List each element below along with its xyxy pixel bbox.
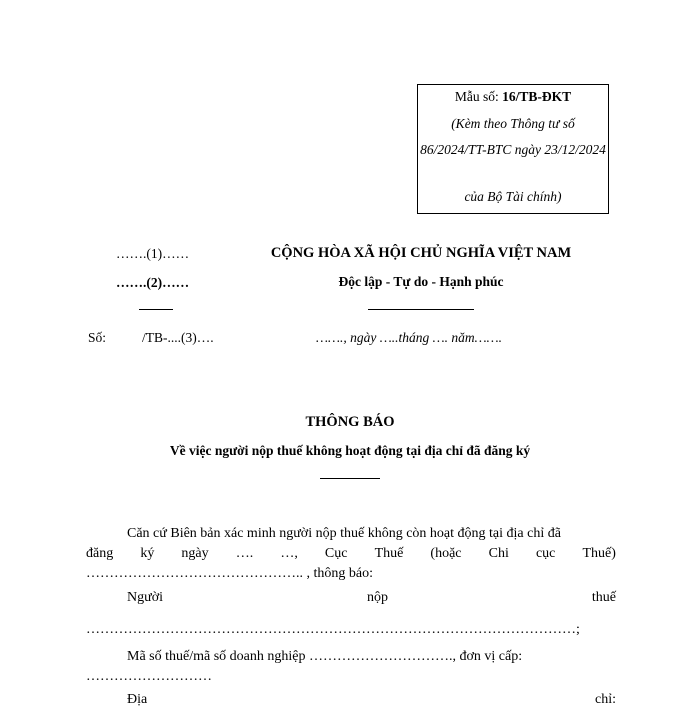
word: Cục	[324, 546, 348, 561]
para2-line1	[127, 590, 616, 606]
para1-line3: ……………………………………….. , thông báo:	[86, 566, 373, 581]
para3-text: Mã số thuế/mã số doanh nghiệp …………………………., đơn vị cấp:	[127, 649, 523, 664]
motto-underline	[368, 309, 474, 310]
nation-title: CỘNG HÒA XÃ HỘI CHỦ NGHĨA VIỆT NAM	[270, 245, 572, 261]
para3-line2: ………………………	[86, 669, 212, 684]
word: nộp	[366, 590, 388, 605]
para4-line1	[127, 692, 616, 708]
word: đăng	[86, 546, 114, 561]
doc-number-value: /TB-....(3)….	[142, 330, 214, 345]
org-underline	[139, 309, 173, 310]
word: thuế	[591, 590, 616, 605]
title-underline	[320, 478, 380, 479]
word: Chi	[488, 546, 509, 561]
form-ministry-line: của Bộ Tài chính)	[464, 189, 562, 204]
para2-line2: ……………………………………………………………………………………………;	[86, 622, 580, 637]
para1-line1: Căn cứ Biên bản xác minh người nộp thuế không còn hoạt động tại địa chỉ đã	[127, 526, 561, 541]
form-code-line	[418, 89, 608, 105]
word: Thuế)	[582, 546, 616, 561]
doc-title: THÔNG BÁO	[305, 414, 395, 430]
doc-subtitle: Về việc người nộp thuế không hoạt động tại địa chỉ đã đăng ký	[169, 443, 531, 458]
word: (hoặc	[430, 546, 462, 561]
word: ký	[140, 546, 155, 561]
form-code-value: 16/TB-ĐKT	[502, 89, 572, 104]
word: Thuế	[374, 546, 404, 561]
form-attach-line: (Kèm theo Thông tư số	[451, 116, 575, 131]
form-circular-line: 86/2024/TT-BTC ngày 23/12/2024	[420, 142, 606, 157]
word: ….	[235, 546, 254, 561]
doc-date-line: ……., ngày …..tháng …. năm…….	[316, 330, 503, 345]
org-line-2: …….(2)……	[116, 275, 190, 290]
org-line-1: …….(1)……	[116, 246, 190, 261]
form-reference-box	[417, 84, 609, 214]
word: …,	[280, 546, 298, 561]
word: cục	[535, 546, 556, 561]
national-motto: Độc lập - Tự do - Hạnh phúc	[338, 274, 504, 289]
form-code-label: Mẫu số:	[454, 89, 503, 104]
address-suffix: chỉ:	[595, 692, 616, 707]
word: ngày	[181, 546, 209, 561]
address-label: Địa	[127, 692, 148, 707]
para1-line2	[86, 546, 616, 562]
para3-line1	[127, 649, 616, 665]
word: Người	[127, 590, 163, 605]
doc-number-label: Số:	[88, 330, 107, 345]
